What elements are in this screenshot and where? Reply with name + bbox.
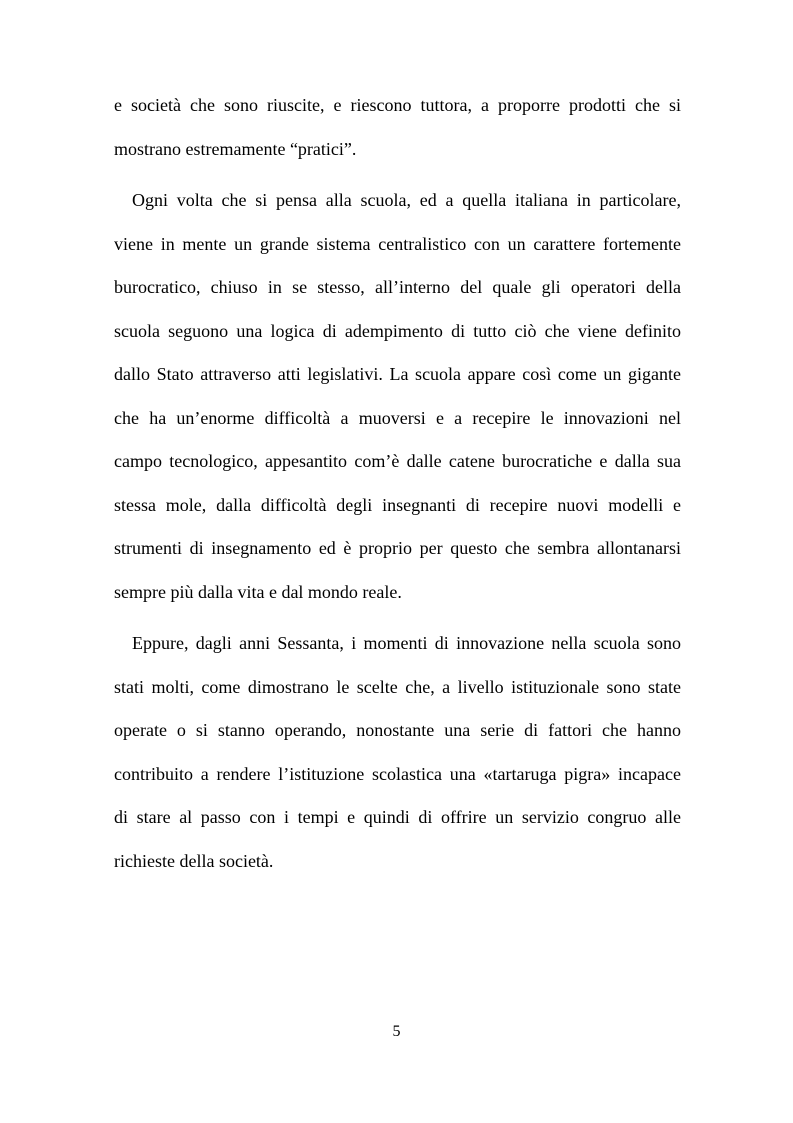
text-line: burocratico, chiuso in se stesso, all’interno del quale gli operatori della — [114, 277, 681, 297]
text-line: dallo Stato attraverso atti legislativi. La scuola appare così come un gigante — [114, 364, 681, 384]
text-line: strumenti di insegnamento ed è proprio per questo che sembra allontanarsi — [114, 538, 681, 558]
paragraph-2 — [114, 179, 681, 614]
text-line: stati molti, come dimostrano le scelte che, a livello istituzionale sono state — [114, 676, 681, 697]
text-line: mostrano estremamente “pratici”. — [114, 138, 357, 159]
text-line: viene in mente un grande sistema centralistico con un carattere fortemente — [114, 233, 681, 254]
text-line: operate o si stanno operando, nonostante una serie di fattori che hanno — [114, 720, 681, 740]
page-number: 5 — [392, 1023, 401, 1040]
paragraph-3 — [114, 622, 681, 883]
text-line: campo tecnologico, appesantito com’è dalle catene burocratiche e dalla sua — [114, 451, 681, 471]
text-line: Eppure, dagli anni Sessanta, i momenti di innovazione nella scuola sono — [132, 633, 681, 653]
paragraph-1 — [114, 84, 681, 171]
text-line: di stare al passo con i tempi e quindi di offrire un servizio congruo alle — [114, 807, 681, 827]
text-line: stessa mole, dalla difficoltà degli insegnanti di recepire nuovi modelli e — [114, 494, 681, 515]
text-line: contribuito a rendere l’istituzione scolastica una «tartaruga pigra» incapace — [114, 763, 681, 784]
text-line: sempre più dalla vita e dal mondo reale. — [114, 581, 402, 602]
text-line: scuola seguono una logica di adempimento di tutto ciò che viene definito — [114, 320, 681, 341]
text-line: che ha un’enorme difficoltà a muoversi e a recepire le innovazioni nel — [114, 407, 681, 428]
text-line: richieste della società. — [114, 850, 274, 871]
text-line: Ogni volta che si pensa alla scuola, ed a quella italiana in particolare, — [132, 190, 681, 210]
text-line: e società che sono riuscite, e riescono tuttora, a proporre prodotti che si — [114, 95, 681, 115]
